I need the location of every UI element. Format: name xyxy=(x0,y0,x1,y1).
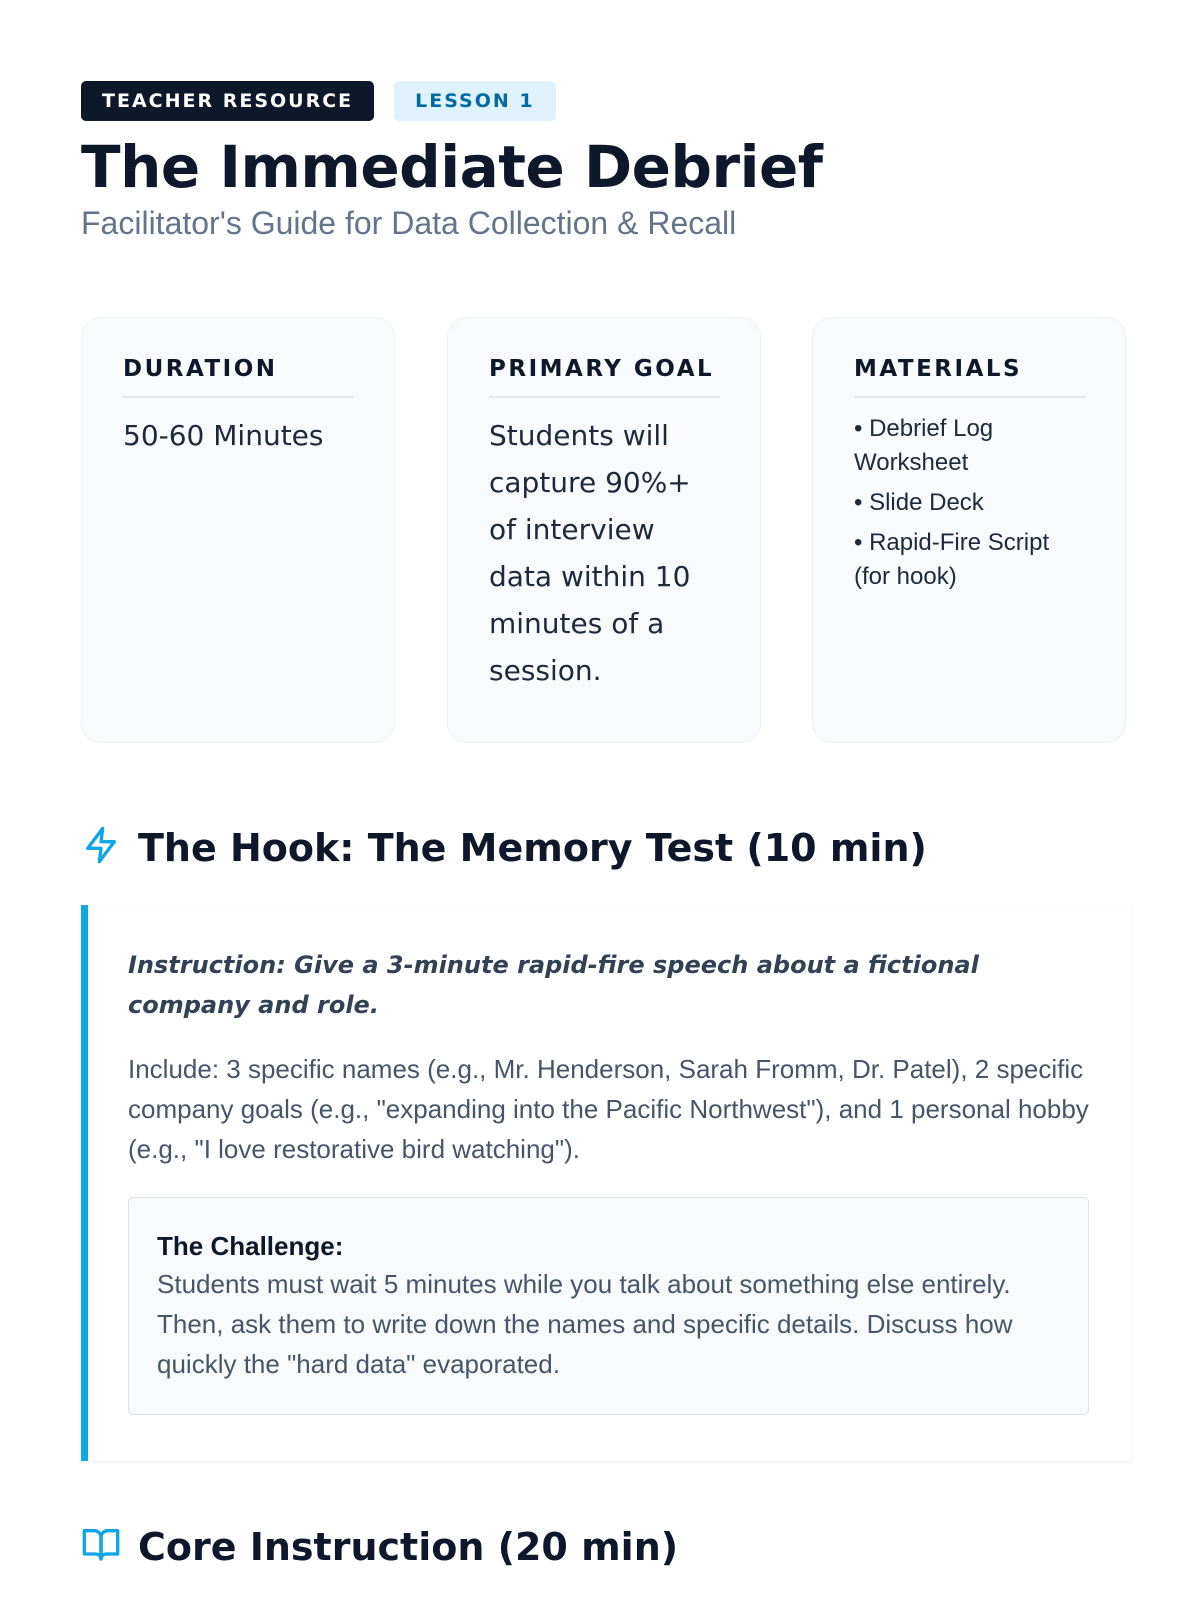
open-book-icon xyxy=(81,1524,138,1569)
materials-item: • Rapid-Fire Script (for hook) xyxy=(854,529,1050,590)
materials-item: • Debrief Log Worksheet xyxy=(854,415,994,476)
materials-list xyxy=(854,412,1085,594)
hook-include-text: Include: 3 specific names (e.g., Mr. Henderson, Sarah Fromm, Dr. Patel), 2 specific company goals (e.g., "expanding into the Pacific Northwest"), and 1 personal hobby (e.g., "I love restorative bird watching"). xyxy=(128,1054,1089,1164)
core-section-title: Core Instruction (20 min) xyxy=(138,1524,679,1569)
challenge-box xyxy=(128,1197,1089,1415)
hook-section-title: The Hook: The Memory Test (10 min) xyxy=(138,825,927,870)
challenge-title: The Challenge: xyxy=(157,1231,344,1261)
teacher-resource-badge: TEACHER RESOURCE xyxy=(81,81,374,121)
lesson-badge: LESSON 1 xyxy=(394,81,556,121)
challenge-text: Students must wait 5 minutes while you talk about something else entirely. Then, ask them to write down the names and specific details. Discuss how quickly the "hard data" evaporated. xyxy=(157,1269,1013,1379)
hook-section-header xyxy=(81,825,927,870)
hook-callout xyxy=(81,905,1131,1461)
duration-card xyxy=(81,317,395,743)
duration-label: DURATION xyxy=(123,356,354,398)
badge-row xyxy=(81,81,1131,121)
core-section-header xyxy=(81,1524,678,1569)
duration-value: 50-60 Minutes xyxy=(123,419,324,452)
page-title: The Immediate Debrief xyxy=(81,133,823,201)
materials-label: MATERIALS xyxy=(854,356,1085,398)
header xyxy=(81,81,1131,121)
materials-card xyxy=(812,317,1126,743)
lightning-icon xyxy=(81,825,138,870)
page-subtitle: Facilitator's Guide for Data Collection & Recall xyxy=(81,205,737,241)
materials-item: • Slide Deck xyxy=(854,489,984,516)
primary-goal-card xyxy=(447,317,761,743)
primary-goal-value: Students will capture 90%+ of interview data within 10 minutes of a session. xyxy=(489,419,691,687)
primary-goal-label: PRIMARY GOAL xyxy=(489,356,720,398)
hook-instruction: Instruction: Give a 3-minute rapid-fire speech about a fictional company and role. xyxy=(128,951,979,1019)
